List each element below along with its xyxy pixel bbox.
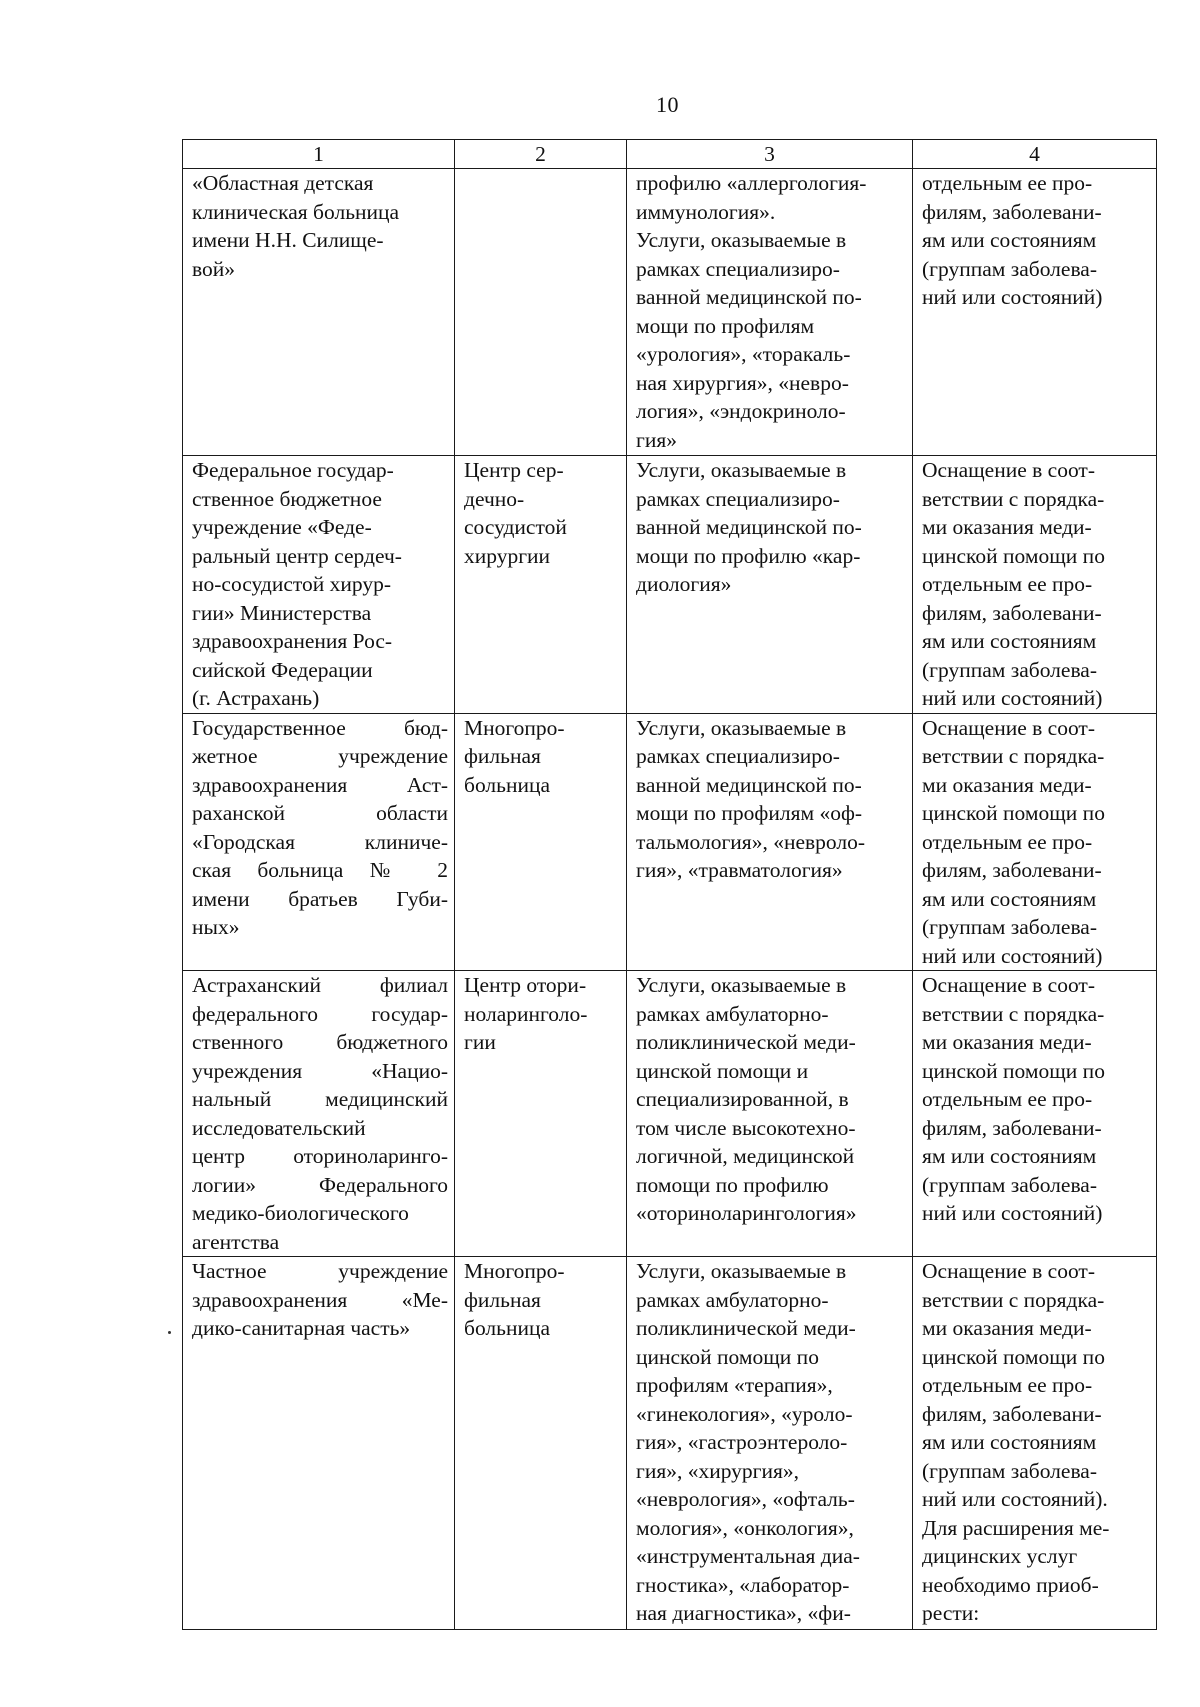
unit-type-cell: Многопро- фильная больница	[455, 1257, 627, 1630]
cell-text-line: агентства	[192, 1229, 280, 1254]
equipment-cell: отдельным ее про- филям, заболевани- ям или состояниям (группам заболева- ний или состояний)	[913, 169, 1157, 456]
cell-text-line: Частное учреждение	[192, 1259, 448, 1283]
cell-text-line: логии» Федерального	[192, 1172, 448, 1197]
services-cell: Услуги, оказываемые в рамках амбулаторно- поликлинической меди- цинской помощи по профилям «терапия», «гинекология», «уроло- гия», «гастроэнтероло- гия», «хирургия», «неврология», «офталь- мология», «онкология», «инструментальная диа- гностика», «лаборатор- ная диагностика», «фи-	[627, 1257, 913, 1630]
cell-text-line: медико-биологического	[192, 1201, 409, 1225]
equipment-cell: Оснащение в соот- ветствии с порядка- ми оказания меди- цинской помощи по отдельным ее про- филям, заболевани- ям или состояниям (группам заболева- ний или состояний). Для расширения ме- дицинских услуг необходимо приоб- рести:	[913, 1257, 1157, 1630]
cell-text-line: ственного бюджетного	[192, 1030, 448, 1054]
services-cell: Услуги, оказываемые в рамках специализиро- ванной медицинской по- мощи по профилю «кар- диология»	[627, 456, 913, 714]
institution-name-cell: «Областная детская клиническая больница имени Н.Н. Силище- вой»	[183, 169, 455, 456]
unit-type-cell: Многопро- фильная больница	[455, 713, 627, 971]
cell-text-line: Астраханский филиал	[192, 973, 448, 997]
cell-text-line: нальный медицинский	[192, 1087, 448, 1111]
services-cell: Услуги, оказываемые в рамках специализиро- ванной медицинской по- мощи по профилям «оф- тальмология», «невроло- гия», «травматология»	[627, 713, 913, 971]
institution-name-cell: Федеральное государ- ственное бюджетное учреждение «Феде- ральный центр сердеч- но-сосудистой хирур- гии» Министерства здравоохранения Рос- сийской Федерации (г. Астрахань)	[183, 456, 455, 714]
cell-text-line: здравоохранения Аст-	[192, 772, 448, 797]
services-cell: профилю «аллергология- иммунология». Услуги, оказываемые в рамках специализиро- ванной медицинской по- мощи по профилям «урология», «торакаль- ная хирургия», «невро- логия», «эндокриноло- гия»	[627, 169, 913, 456]
institution-name-cell	[183, 971, 455, 1257]
column-header-3: 3	[627, 140, 913, 169]
equipment-cell: Оснащение в соот- ветствии с порядка- ми оказания меди- цинской помощи по отдельным ее про- филям, заболевани- ям или состояниям (группам заболева- ний или состояний)	[913, 971, 1157, 1257]
unit-type-cell: Центр сер- дечно- сосудистой хирургии	[455, 456, 627, 714]
cell-text-line: ных»	[192, 915, 240, 939]
institutions-table	[182, 139, 1157, 1630]
table-header-row	[183, 140, 1157, 169]
unit-type-cell	[455, 169, 627, 456]
table-row	[183, 456, 1157, 714]
equipment-cell: Оснащение в соот- ветствии с порядка- ми оказания меди- цинской помощи по отдельным ее про- филям, заболевани- ям или состояниям (группам заболева- ний или состояний)	[913, 456, 1157, 714]
table-row	[183, 1257, 1157, 1630]
cell-text-line: учреждения «Нацио-	[192, 1058, 448, 1083]
table-row	[183, 971, 1157, 1257]
cell-text-line: дико-санитарная часть»	[192, 1316, 411, 1340]
column-header-1: 1	[183, 140, 455, 169]
services-cell: Услуги, оказываемые в рамках амбулаторно- поликлинической меди- цинской помощи и специализированной, в том числе высокотехно- логичной, медицинской помощи по профилю «оториноларингология»	[627, 971, 913, 1257]
cell-text-line: федерального государ-	[192, 1001, 448, 1026]
institution-name-cell	[183, 713, 455, 971]
cell-text-line: «Городская клиниче-	[192, 829, 448, 854]
cell-text-line: центр оториноларинго-	[192, 1144, 448, 1168]
column-header-4: 4	[913, 140, 1157, 169]
cell-text-line: имени братьев Губи-	[192, 886, 448, 911]
scan-speck	[168, 1331, 171, 1334]
cell-text-line: раханской области	[192, 801, 448, 825]
cell-text-line: жетное учреждение	[192, 744, 448, 768]
cell-text-line: Государственное бюд-	[192, 715, 448, 740]
column-header-2: 2	[455, 140, 627, 169]
cell-text-line: исследовательский	[192, 1115, 366, 1140]
equipment-cell: Оснащение в соот- ветствии с порядка- ми оказания меди- цинской помощи по отдельным ее про- филям, заболевани- ям или состояниям (группам заболева- ний или состояний)	[913, 713, 1157, 971]
cell-text-line: здравоохранения «Ме-	[192, 1287, 448, 1312]
table-row	[183, 169, 1157, 456]
table-row	[183, 713, 1157, 971]
institution-name-cell	[183, 1257, 455, 1630]
page-number: 10	[656, 92, 679, 117]
unit-type-cell: Центр отори- ноларинголо- гии	[455, 971, 627, 1257]
cell-text-line: ская больница № 2	[192, 858, 448, 882]
